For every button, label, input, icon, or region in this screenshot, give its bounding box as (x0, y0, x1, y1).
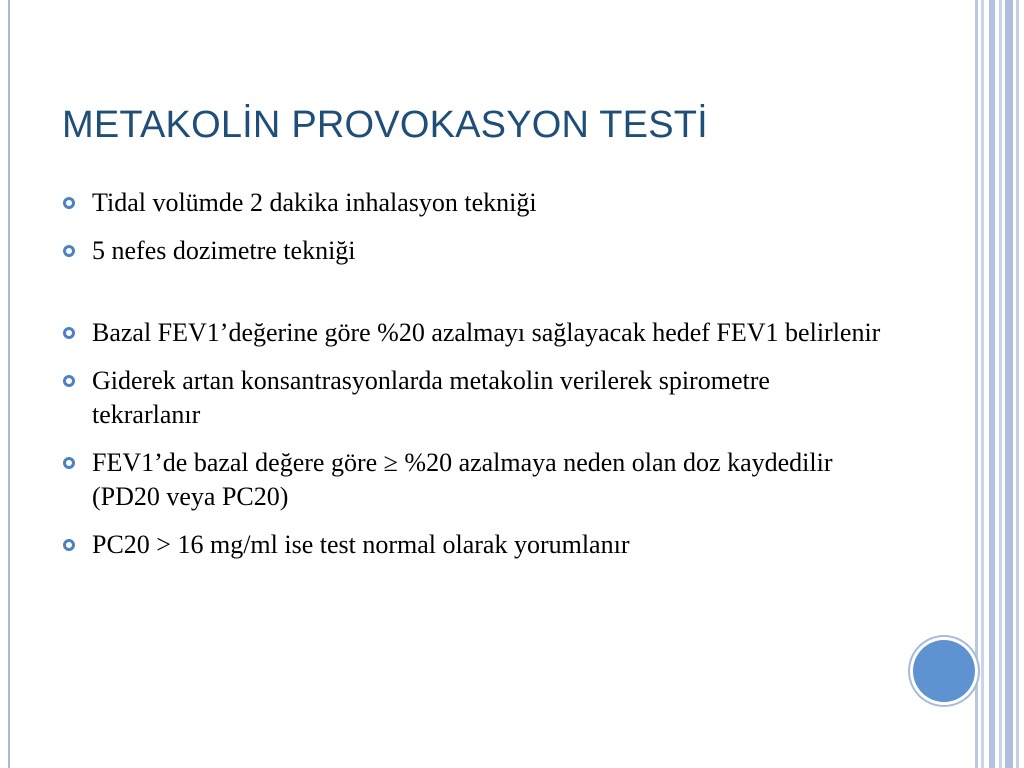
bullet-circle-icon (63, 327, 75, 339)
bullet-circle-icon (63, 375, 75, 387)
bullet-item (62, 528, 882, 562)
bullet-circle-icon (63, 197, 75, 209)
bullet-list (62, 186, 882, 576)
bullet-text: FEV1’de bazal değere göre ≥ %20 azalmaya neden olan doz kaydedilir (PD20 veya PC20) (92, 448, 833, 511)
bullet-text: Tidal volümde 2 dakika inhalasyon tekniği (92, 188, 537, 217)
decorative-circle (913, 640, 975, 702)
bullet-circle-icon (63, 457, 75, 469)
bullet-item (62, 234, 882, 268)
bullet-item (62, 364, 882, 432)
bullet-circle-icon (63, 245, 75, 257)
bullet-text: Bazal FEV1’değerine göre %20 azalmayı sağlayacak hedef FEV1 belirlenir (92, 318, 881, 347)
bullet-text: PC20 > 16 mg/ml ise test normal olarak yorumlanır (92, 530, 630, 559)
slide-title: METAKOLİN PROVOKASYON TESTİ (62, 104, 708, 146)
slide-frame-line (8, 0, 10, 768)
decorative-stripe (975, 0, 978, 768)
bullet-text: Giderek artan konsantrasyonlarda metakolin verilerek spirometre tekrarlanır (92, 366, 770, 429)
bullet-item (62, 186, 882, 220)
bullet-circle-icon (63, 539, 75, 551)
decorative-stripe (1005, 0, 1013, 768)
bullet-item (62, 446, 882, 514)
decorative-stripe (981, 0, 984, 768)
decorative-stripe (989, 0, 995, 768)
decorative-stripe (1016, 0, 1019, 768)
decorative-stripe (999, 0, 1002, 768)
bullet-item (62, 316, 882, 350)
bullet-text: 5 nefes dozimetre tekniği (92, 236, 356, 265)
